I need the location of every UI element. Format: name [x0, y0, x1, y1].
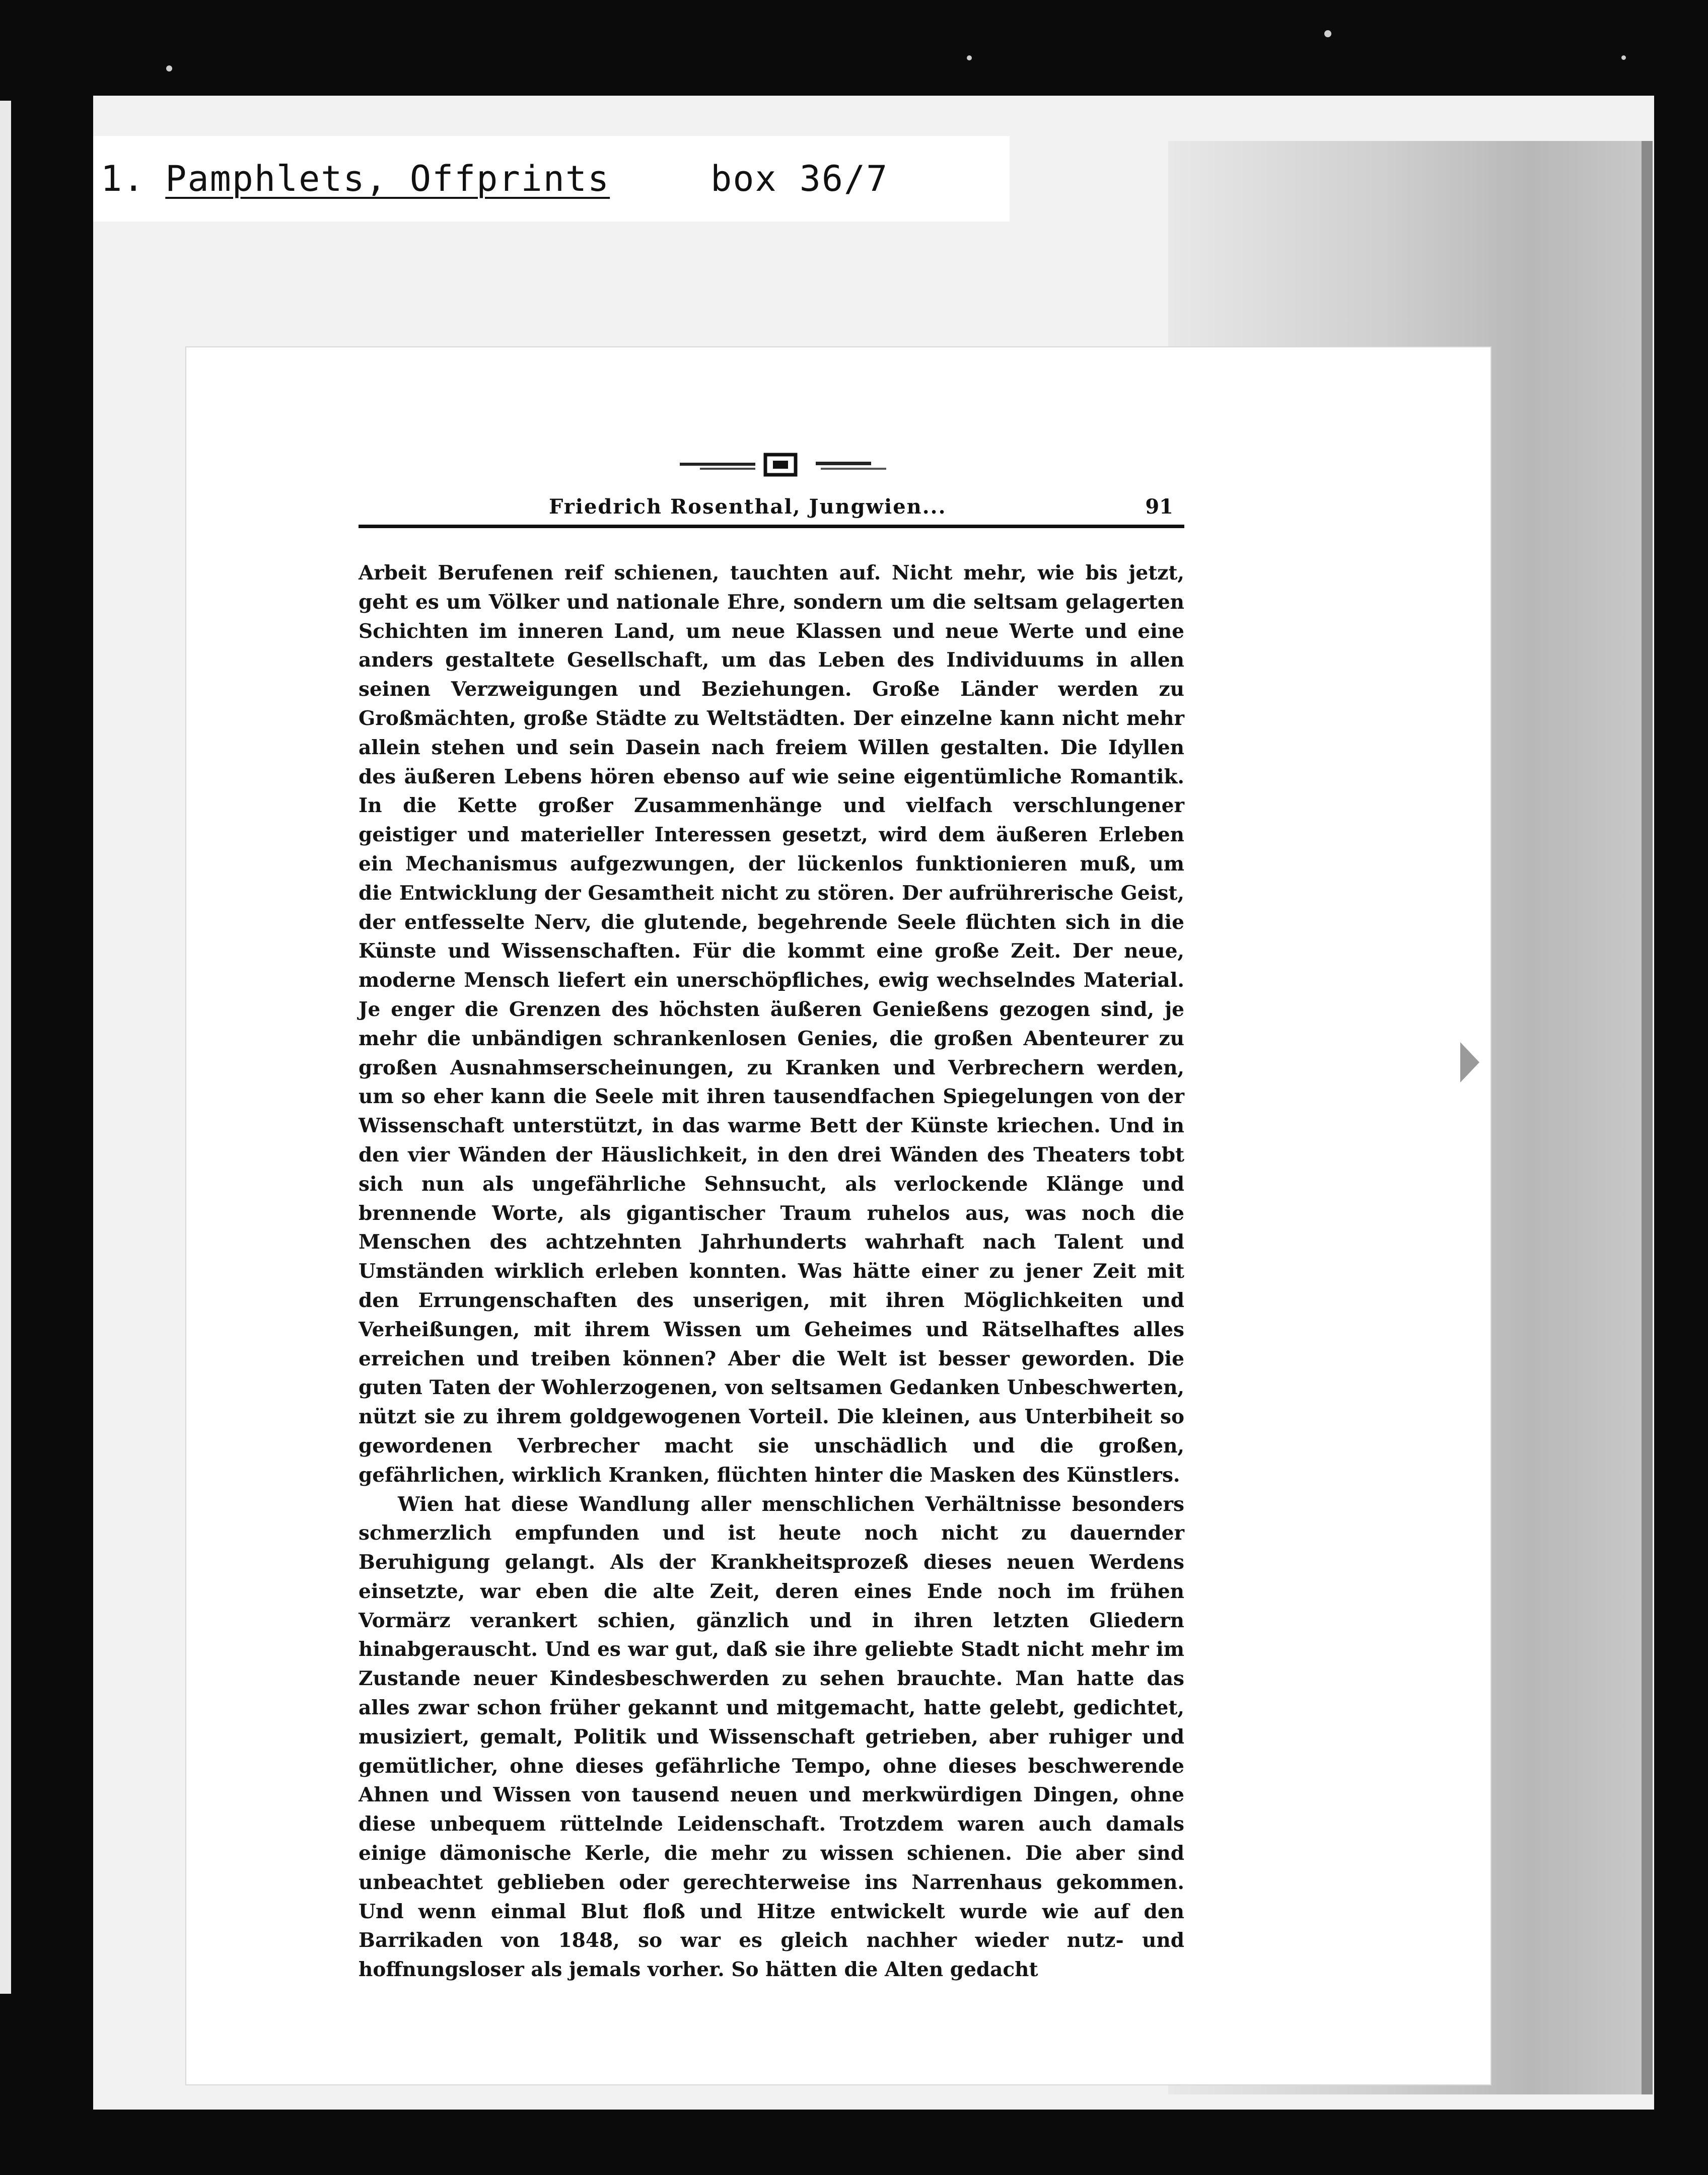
label-series: Pamphlets, Offprints: [165, 158, 610, 199]
archive-label: [93, 136, 1010, 222]
underlying-paper-edge: [1642, 141, 1653, 2094]
running-head: [358, 491, 1183, 526]
running-head-text: Friedrich Rosenthal, Jungwien...: [549, 495, 947, 519]
label-number: 1.: [101, 158, 146, 199]
ornament-icon: [670, 451, 932, 481]
page-dent: [1460, 1042, 1479, 1082]
header-rule: [359, 525, 1184, 528]
paragraph: Wien hat diese Wandlung aller menschlichen Verhältnisse besonders schmerzlich empfunden und ist heute noch nicht zu dauernder Beruhigung gelangt. Als der Krankheitsprozeß dieses neuen Werdens einsetzte, war eben die alte Zeit, deren eines Ende noch im frühen Vormärz verankert schien, gänzlich und in ihren letzten Gliedern hinabgerauscht. Und es war gut, daß sie ihre geliebte Stadt nicht mehr im Zustande neuer Kindesbeschwerden zu sehen brauchte. Man hatte das alles zwar schon früher gekannt und mitgemacht, hatte gelebt, gedichtet, musiziert, gemalt, Politik und Wissenschaft getrieben, aber ruhiger und gemütlicher, ohne dieses gefährliche Tempo, ohne dieses beschwerende Ahnen und Wissen von tausend neuen und merkwürdigen Dingen, ohne diese unbequem rüttelnde Leidenschaft. Trotzdem waren auch damals einige dämonische Kerle, die mehr zu wissen schienen. Die aber sind unbeachtet geblieben oder gerechterweise ins Narrenhaus gekommen. Und wenn einmal Blut floß und Hitze entwickelt wurde wie auf den Barrikaden von 1848, so war es gleich nachher wieder nutz- und hoffnungsloser als jemals vorher. So hätten die Alten gedacht: [359, 1492, 1184, 1982]
scan-speck: [1324, 30, 1331, 37]
scan-speck: [166, 65, 172, 71]
scan-speck: [1621, 55, 1626, 60]
page-body: [359, 559, 1184, 1985]
label-box: box 36/7: [710, 158, 889, 199]
adjacent-frame-edge: [0, 101, 11, 1994]
scan-speck: [967, 55, 972, 60]
page-number: 91: [1145, 495, 1173, 519]
paragraph: Arbeit Berufenen reif schienen, tauchten auf. Nicht mehr, wie bis jetzt, geht es um Völker und nationale Ehre, sondern um die seltsam gelagerten Schichten im inneren Land, um neue Klassen und neue Werte und eine anders gestaltete Gesellschaft, um das Leben des Individuums in allen seinen Verzweigungen und Beziehungen. Große Länder werden zu Großmächten, große Städte zu Weltstädten. Der einzelne kann nicht mehr allein stehen und sein Dasein nach freiem Willen gestalten. Die Idyllen des äußeren Lebens hören ebenso auf wie seine eigentümliche Romantik. In die Kette großer Zusammenhänge und vielfach verschlungener geistiger und materieller Interessen gesetzt, wird dem äußeren Erleben ein Mechanismus aufgezwungen, der lückenlos funktionieren muß, um die Entwicklung der Gesamtheit nicht zu stören. Der aufrührerische Geist, der entfesselte Nerv, die glutende, begehrende Seele flüchten sich in die Künste und Wissenschaften. Für die kommt eine große Zeit. Der neue, moderne Mensch liefert ein unerschöpfliches, ewig wechselndes Material. Je enger die Grenzen des höchsten äußeren Genießens gezogen sind, je mehr die unbändigen schrankenlosen Genies, die großen Abenteurer zu großen Ausnahmserscheinungen, zu Kranken und Verbrechern werden, um so eher kann die Seele mit ihren tausendfachen Spiegelungen von der Wissenschaft unterstützt, in das warme Bett der Künste kriechen. Und in den vier Wänden der Häuslichkeit, in den drei Wänden des Theaters tobt sich nun als ungefährliche Sehnsucht, als verlockende Klänge und brennende Worte, als gigantischer Traum ruhelos aus, was noch die Menschen des achtzehnten Jahrhunderts wahrhaft nach Talent und Umständen wirklich erleben konnten. Was hätte einer zu jener Zeit mit den Errungenschaften des unserigen, mit ihren Möglichkeiten und Verheißungen, mit ihrem Wissen um Geheimes und Rätselhaftes alles erreichen und treiben können? Aber die Welt ist besser geworden. Die guten Taten der Wohlerzogenen, von seltsamen Gedanken Unbeschwerten, nützt sie zu ihrem goldgewogenen Vorteil. Die kleinen, aus Unterbiheit so gewordenen Verbrecher macht sie unschädlich und die großen, gefährlichen, wirklich Kranken, flüchten hinter die Masken des Künstlers.: [359, 561, 1184, 1487]
